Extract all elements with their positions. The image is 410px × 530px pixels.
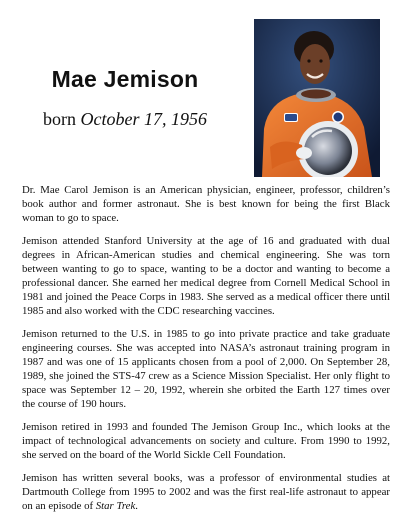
paragraph-intro: Dr. Mae Carol Jemison is an American physician, engineer, professor, children’s book author and former astronaut. She is best known for being the first Black woman to go to space. [22,184,390,224]
paragraph-education: Jemison attended Stanford University at the age of 16 and graduated with dual degrees in African-American studies and chemical engineering. She was torn between wanting to go to space, wanting to be a doctor and wanting to become a professional dancer. She earned her medical degree from Cornell Medical School in 1981 and joined the Peace Corps in 1983. She served as a medical officer there until 1985 and also worked with the CDC researching vaccines. [22,235,390,317]
paragraph-end: . [135,500,138,512]
later-work-text: Jemison has written several books, was a professor of environmental studies at Dartmouth College from 1995 to 2002 and was the first real-life astronaut to appear on an episode of [22,472,390,512]
birth-date: October 17, 1956 [80,109,207,129]
star-trek-title: Star Trek [95,500,136,512]
paragraph-later-work [22,471,390,513]
birth-line [0,109,250,130]
portrait-photo [254,19,380,177]
page-title: Mae Jemison [51,66,199,92]
biography-body [22,183,390,522]
paragraph-retirement: Jemison retired in 1993 and founded The Jemison Group Inc., which looks at the impact of technological advancements on society and culture. From 1990 to 1992, she served on the board of the World Sickle Cell Foundation. [22,421,390,461]
born-prefix: born [43,109,81,129]
paragraph-nasa-career: Jemison returned to the U.S. in 1985 to go into private practice and take graduate engineering courses. She was accepted into NASA’s astronaut training program in 1987 and was one of 15 applicants chosen from a pool of 2,000. On September 28, 1989, she joined the STS-47 crew as a Science Mission Specialist. Her only flight to space was September 12 – 20, 1992, wherein she orbited the Earth 127 times over the course of 190 hours. [22,328,390,410]
astronaut-portrait-image [254,19,380,177]
